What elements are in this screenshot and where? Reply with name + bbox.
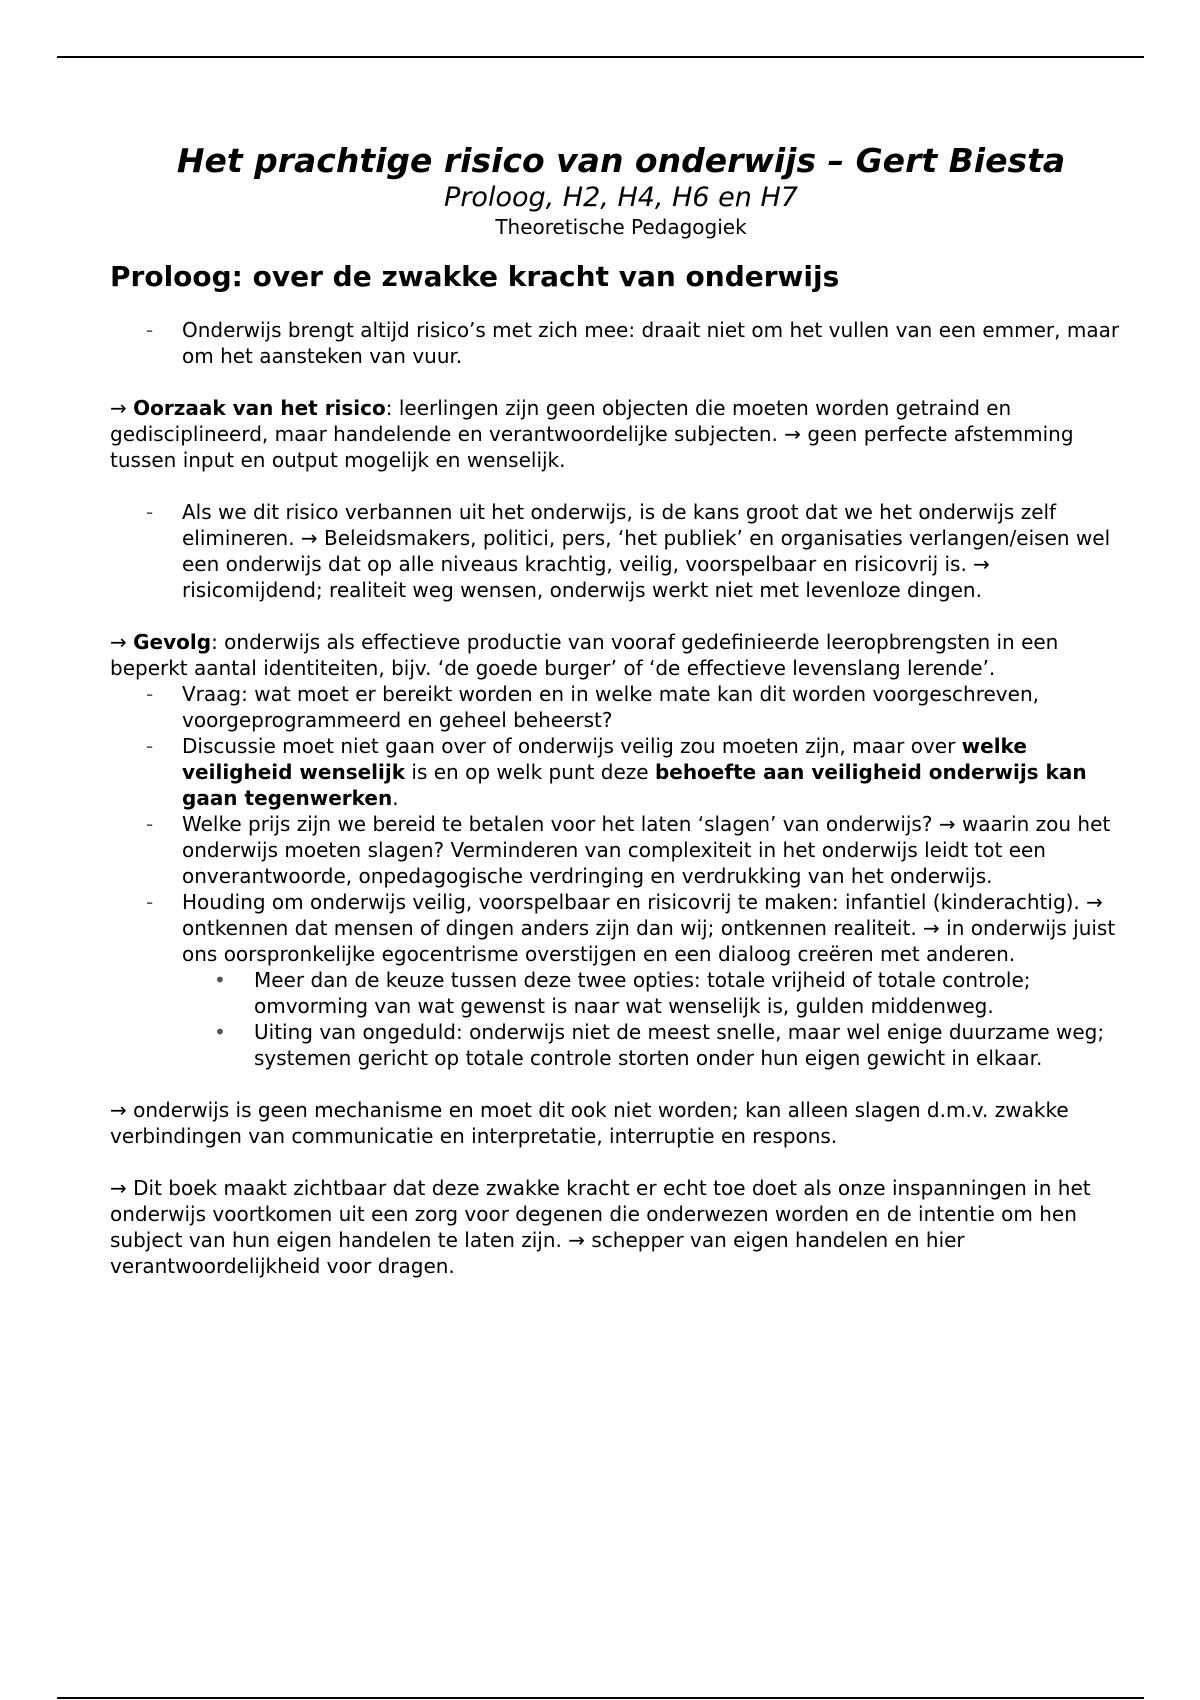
document-title: Het prachtige risico van onderwijs – Gert Biesta — [176, 141, 1066, 180]
paragraph-text: : onderwijs als effectieve productie van vooraf gedefinieerde leeropbrengsten in een beperkt aantal identiteiten, bijv. ‘de goede burger’ of ‘de effectieve levenslang lerende’. — [110, 630, 1059, 680]
bullet-marker: • — [214, 968, 226, 992]
list-item — [110, 733, 1132, 811]
paragraph — [110, 395, 1132, 473]
dash-list — [110, 499, 1132, 603]
list-item-text: Welke prijs zijn we bereid te betalen voor het laten ‘slagen’ van onderwijs? → waarin zou het onderwijs moeten slagen? Verminderen van complexiteit in het onderwijs leidt tot een onverantwoorde, onpedagogische verdringing en verdrukking van het onderwijs. — [182, 812, 1111, 888]
dash-marker: - — [146, 890, 154, 914]
bold-term: behoefte aan veiligheid onderwijs kan gaan tegenwerken — [182, 760, 1087, 810]
paragraph-text: Dit boek maakt zichtbaar dat deze zwakke kracht er echt toe doet als onze inspanningen in het onderwijs voortkomen uit een zorg voor degenen die onderwezen worden en de intentie om hen subject van hun eigen handelen te laten zijn. → schepper van eigen handelen en hier verantwoordelijkheid voor dragen. — [110, 1176, 1091, 1278]
bottom-rule — [57, 1697, 1144, 1699]
list-item — [110, 317, 1132, 369]
course-name: Theoretische Pedagogiek — [495, 215, 747, 239]
arrow-icon: → — [110, 630, 127, 654]
list-item — [110, 811, 1132, 889]
list-item-text: Meer dan de keuze tussen deze twee opties: totale vrijheid of totale controle; omvorming van wat gewenst is naar wat wenselijk is, gulden middenweg. — [254, 968, 1031, 1018]
list-item-text: . — [392, 786, 399, 810]
bold-term: welke veiligheid wenselijk — [182, 734, 1027, 784]
list-item-text: Uiting van ongeduld: onderwijs niet de meest snelle, maar wel enige duurzame weg; systemen gericht op totale controle storten onder hun eigen gewicht in elkaar. — [254, 1020, 1105, 1070]
list-item-text: Onderwijs brengt altijd risico’s met zich mee: draait niet om het vullen van een emmer, maar om het aansteken van vuur. — [182, 318, 1120, 368]
list-item — [110, 499, 1132, 603]
paragraph — [110, 629, 1132, 681]
dash-marker: - — [146, 812, 154, 836]
list-item — [182, 967, 1132, 1019]
list-item-text: is en op welk punt deze — [405, 760, 655, 784]
arrow-icon: → — [110, 396, 127, 420]
list-item — [110, 681, 1132, 733]
dash-marker: - — [146, 500, 154, 524]
dash-list — [110, 317, 1132, 369]
bold-term: Gevolg — [133, 630, 212, 654]
list-item-text: Houding om onderwijs veilig, voorspelbaar en risicovrij te maken: infantiel (kinderachtig). → ontkennen dat mensen of dingen anders zijn dan wij; ontkennen realiteit. → in onderwijs juist ons oorspronkelijke egocentrisme overstijgen en een dialoog creëren met anderen. — [182, 890, 1116, 966]
section-heading: Proloog: over de zwakke kracht van onderwijs — [110, 260, 840, 293]
arrow-icon: → — [110, 1176, 127, 1200]
list-item-text: Discussie moet niet gaan over of onderwijs veilig zou moeten zijn, maar over — [182, 734, 962, 758]
dash-marker: - — [146, 318, 154, 342]
document-subtitle: Proloog, H2, H4, H6 en H7 — [444, 182, 798, 213]
list-item-text: Als we dit risico verbannen uit het onderwijs, is de kans groot dat we het onderwijs zelf elimineren. → Beleidsmakers, politici, pers, ‘het publiek’ en organisaties verlangen/eisen wel een onderwijs dat op alle niveaus krachtig, veilig, voorspelbaar en risicovrij is. → risicomijdend; realiteit weg wensen, onderwijs werkt niet met levenloze dingen. — [182, 500, 1111, 602]
dash-marker: - — [146, 734, 154, 758]
paragraph-text: onderwijs is geen mechanisme en moet dit ook niet worden; kan alleen slagen d.m.v. zwakke verbindingen van communicatie en interpretatie, interruptie en respons. — [110, 1098, 1069, 1148]
paragraph-text: : leerlingen zijn geen objecten die moeten worden getraind en gedisciplineerd, maar handelende en verantwoordelijke subjecten. → geen perfecte afstemming tussen input en output mogelijk en wenselijk. — [110, 396, 1074, 472]
paragraph — [110, 1097, 1132, 1149]
bullet-marker: • — [214, 1020, 226, 1044]
top-rule — [57, 56, 1144, 58]
bullet-list — [182, 967, 1132, 1071]
list-item-text: Vraag: wat moet er bereikt worden en in welke mate kan dit worden voorgeschreven, voorgeprogrammeerd en geheel beheerst? — [182, 682, 1039, 732]
paragraph — [110, 1175, 1132, 1279]
list-item — [182, 1019, 1132, 1071]
list-item — [110, 889, 1132, 1071]
arrow-icon: → — [110, 1098, 127, 1122]
dash-list — [110, 681, 1132, 1071]
bold-term: Oorzaak van het risico — [133, 396, 386, 420]
document-page — [110, 140, 1132, 1279]
dash-marker: - — [146, 682, 154, 706]
